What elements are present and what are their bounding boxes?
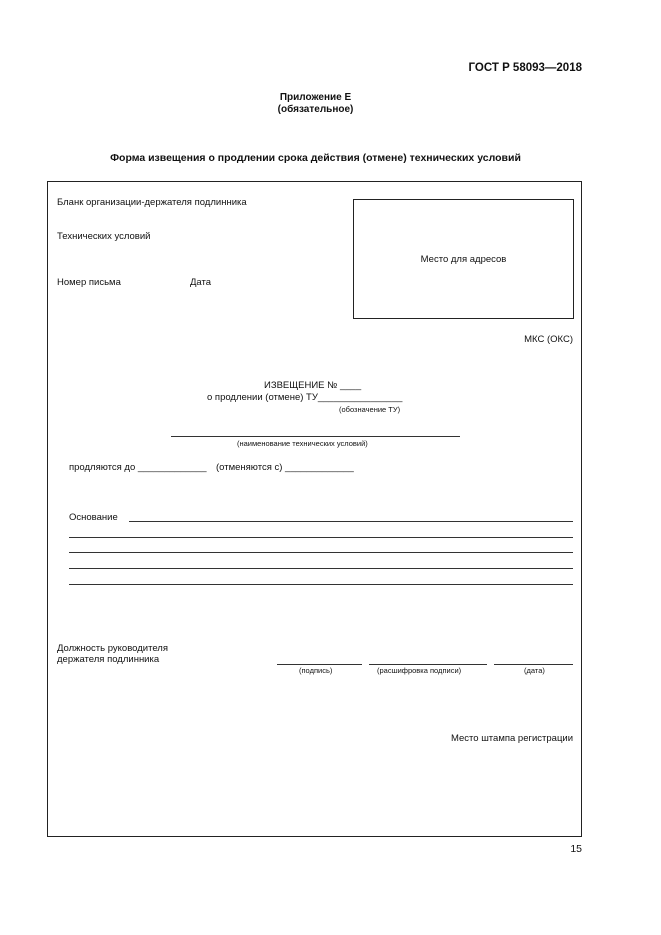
letterhead-label: Бланк организации-держателя подлинника [57,197,247,208]
tu-designation-caption: (обозначение ТУ) [339,405,401,414]
classifier-label: МКС (ОКС) [524,334,573,345]
signature-line [277,664,362,665]
basis-label: Основание [69,512,118,523]
appendix-title: Приложение Е [279,92,352,103]
date-caption: (дата) [524,666,545,675]
page-number: 15 [570,843,582,855]
appendix-status: (обязательное) [277,104,354,115]
signature-caption: (подпись) [299,666,333,675]
cancelled-from-label: (отменяются с) _____________ [216,462,354,473]
address-box-label: Место для адресов [420,253,507,265]
letter-number-label: Номер письма [57,277,121,288]
basis-line [129,521,573,522]
signature-decoding-line [369,664,487,665]
basis-line [69,568,573,569]
basis-line [69,537,573,538]
basis-line [69,584,573,585]
stamp-label: Место штампа регистрации [450,733,573,744]
signature-decoding-caption: (расшифровка подписи) [377,666,462,675]
tu-name-line [171,436,460,437]
notice-title: ИЗВЕЩЕНИЕ № ____ [264,380,362,391]
extended-until-label: продляются до _____________ [69,462,207,473]
tu-name-caption: (наименование технических условий) [237,439,368,448]
address-box [353,199,574,319]
tech-conditions-label: Технических условий [57,231,151,242]
date-label: Дата [190,277,212,288]
basis-line [69,552,573,553]
form-title: Форма извещения о продлении срока действия (отмене) технических условий [110,152,521,164]
notice-subtitle: о продлении (отмене) ТУ________________ [207,392,403,403]
position-label-line1: Должность руководителя [57,643,168,654]
position-label-line2: держателя подлинника [57,654,160,665]
date-line [494,664,573,665]
standard-code: ГОСТ Р 58093—2018 [468,62,582,74]
